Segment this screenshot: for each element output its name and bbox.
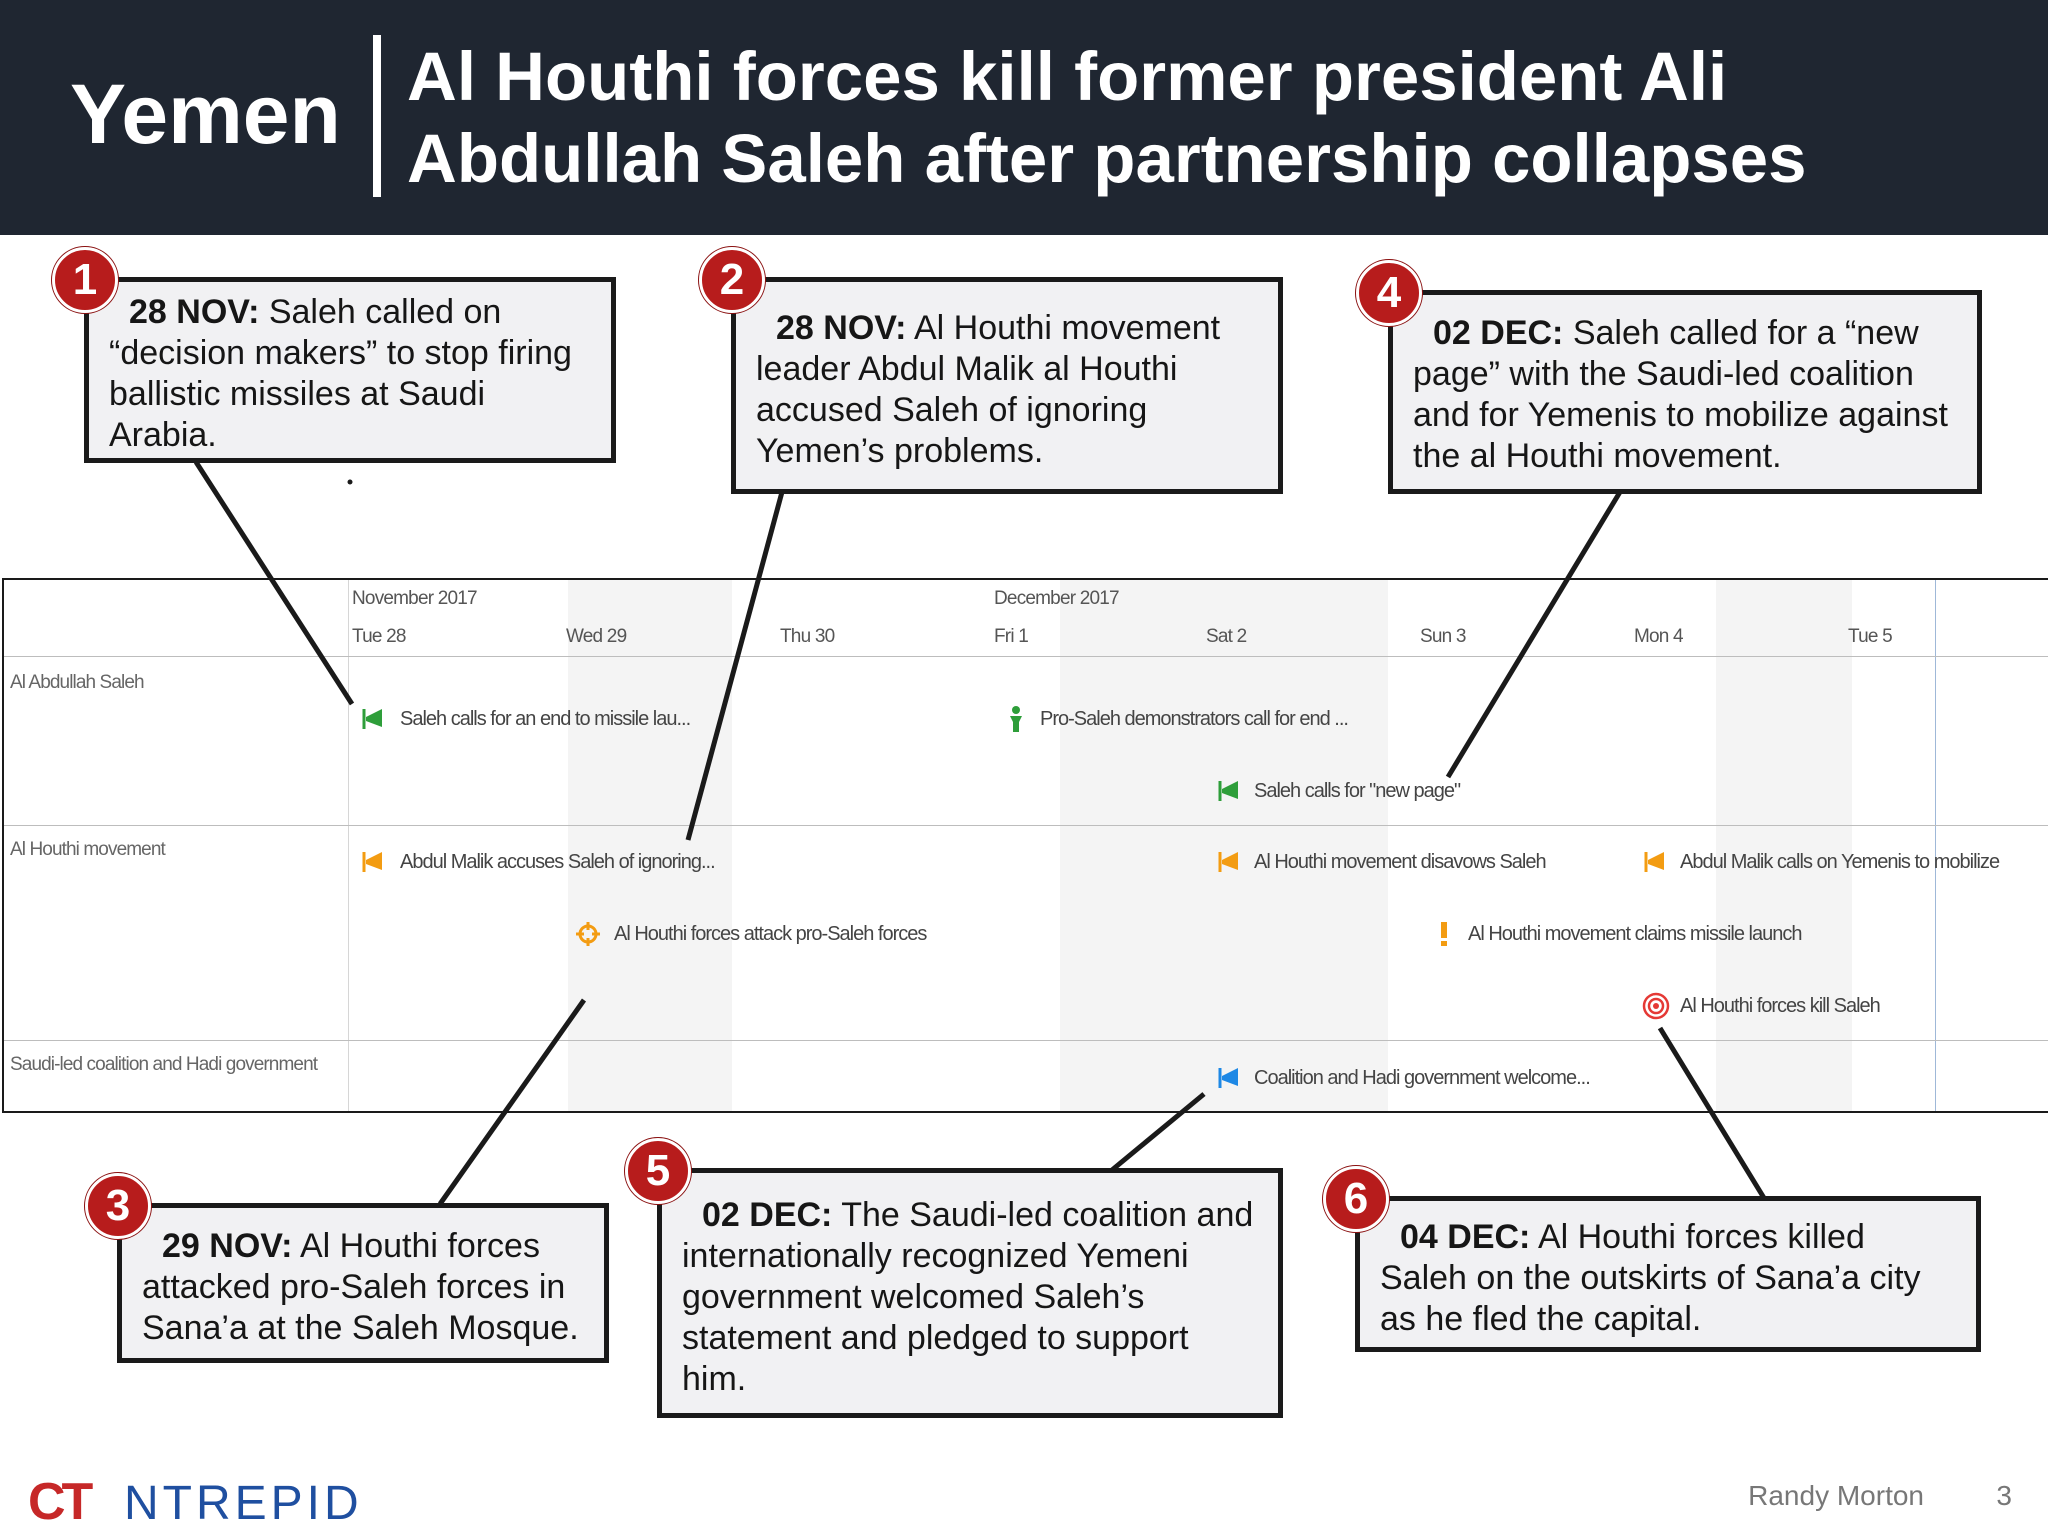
callout-box [657, 1168, 1283, 1418]
timeline-event[interactable]: Pro-Saleh demonstrators call for end ... [1040, 708, 1348, 730]
callout-date: 04 DEC: [1400, 1218, 1531, 1256]
month-label: November 2017 [352, 588, 477, 609]
timeline-event[interactable]: Al Houthi forces kill Saleh [1680, 995, 1880, 1017]
callout-box [1388, 290, 1982, 494]
timeline-event[interactable]: Al Houthi movement disavows Saleh [1254, 851, 1546, 873]
ntrepid-logo [28, 1472, 363, 1532]
callout-box [117, 1203, 609, 1363]
timeline-event[interactable]: Saleh calls for an end to missile lau... [400, 708, 691, 730]
day-label: Fri 1 [994, 626, 1029, 647]
day-label: Thu 30 [780, 626, 835, 647]
callout-date: 02 DEC: [702, 1196, 833, 1234]
callout-text: Al Houthi forces attacked pro-Saleh forces in Sana’a at the Saleh Mosque. [142, 1227, 579, 1347]
callout-box [84, 277, 616, 463]
row-label: Saudi-led coalition and Hadi government [10, 1054, 318, 1075]
callout-text: Saleh called for a “new page” with the Saudi-led coalition and for Yemenis to mobilize against the al Houthi movement. [1413, 314, 1948, 475]
page-number: 3 [1996, 1480, 2012, 1511]
callout-box [1355, 1196, 1981, 1352]
timeline-event[interactable]: Al Houthi forces attack pro-Saleh forces [614, 923, 927, 945]
callout-text: Al Houthi movement leader Abdul Malik al Houthi accused Saleh of ignoring Yemen’s problems. [756, 309, 1221, 470]
day-label: Tue 28 [352, 626, 406, 647]
callout-number-badge: 1 [52, 247, 118, 313]
day-label: Mon 4 [1634, 626, 1683, 647]
callout-date: 28 NOV: [776, 309, 907, 347]
callout-text: The Saudi-led coalition and internationally recognized Yemeni government welcomed Saleh’s statement and pledged to support him. [682, 1196, 1254, 1398]
callout-text: Saleh called on “decision makers” to stop firing ballistic missiles at Saudi Arabia. [109, 293, 572, 454]
day-label: Wed 29 [566, 626, 627, 647]
author-name: Randy Morton [1748, 1480, 1924, 1511]
callout-date: 28 NOV: [129, 293, 260, 331]
slide-headline: Al Houthi forces kill former president Ali Abdullah Saleh after partnership collapses [407, 38, 1807, 197]
callout-text: Al Houthi forces killed Saleh on the outskirts of Sana’a city as he fled the capital. [1380, 1218, 1921, 1338]
callout-box [731, 277, 1283, 494]
day-label: Tue 5 [1848, 626, 1892, 647]
timeline-event[interactable]: Saleh calls for "new page" [1254, 780, 1461, 802]
callout-number-badge: 6 [1323, 1166, 1389, 1232]
timeline-event[interactable]: Al Houthi movement claims missile launch [1468, 923, 1802, 945]
timeline-event[interactable]: Abdul Malik calls on Yemenis to mobilize [1680, 851, 2000, 873]
timeline-event[interactable]: Coalition and Hadi government welcome... [1254, 1067, 1590, 1089]
callout-number-badge: 3 [85, 1173, 151, 1239]
logo-name: NTREPID [124, 1477, 363, 1530]
row-label: Al Houthi movement [10, 839, 165, 860]
day-label: Sun 3 [1420, 626, 1466, 647]
month-label: December 2017 [994, 588, 1119, 609]
callout-number-badge: 2 [699, 247, 765, 313]
callout-number-badge: 4 [1356, 260, 1422, 326]
callout-date: 29 NOV: [162, 1227, 293, 1265]
logo-ct: CT [28, 1473, 90, 1531]
timeline-event[interactable]: Abdul Malik accuses Saleh of ignoring... [400, 851, 715, 873]
day-label: Sat 2 [1206, 626, 1247, 647]
callout-date: 02 DEC: [1433, 314, 1564, 352]
country-title: Yemen [70, 67, 341, 161]
callout-number-badge: 5 [625, 1138, 691, 1204]
row-label: Al Abdullah Saleh [10, 672, 144, 693]
